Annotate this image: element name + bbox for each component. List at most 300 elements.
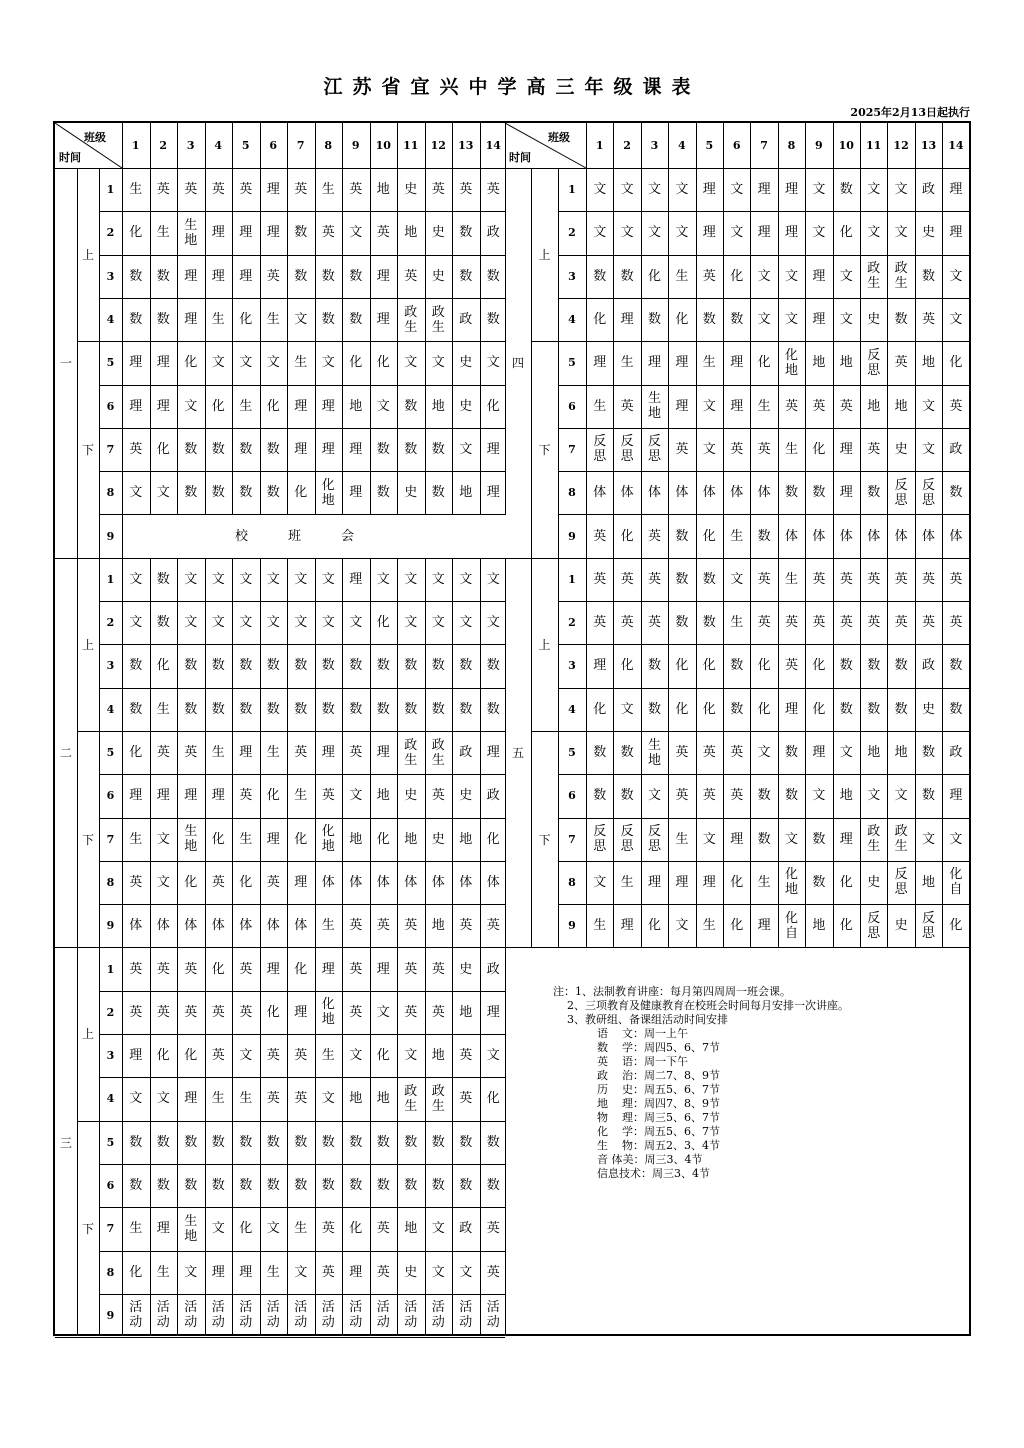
subject-cell (833, 428, 860, 471)
subject-cell (122, 255, 150, 298)
subject-cell (370, 1294, 398, 1337)
cell-text: 数 (239, 658, 253, 674)
cell-text: 英 (404, 918, 418, 934)
cell-text: 文 (459, 615, 473, 631)
cell-text: 化 (294, 831, 308, 847)
subject-cell (122, 298, 150, 341)
cell-text: 英 (431, 182, 445, 198)
cell-text: 数 (129, 268, 143, 284)
cell-text: 文 (404, 355, 418, 371)
cell-text: 文 (675, 225, 689, 241)
subject-cell (232, 947, 260, 990)
cell-text: 生 (129, 1221, 143, 1237)
subject-cell (315, 861, 343, 904)
cell-text: 史 (431, 268, 445, 284)
header-class-number: 4 (678, 139, 686, 152)
subject-cell (232, 298, 260, 341)
subject-cell (205, 861, 233, 904)
cell-text: 体 (949, 528, 963, 544)
cell-text: 数 (593, 745, 607, 761)
subject-cell (613, 428, 640, 471)
grid-line (55, 1337, 505, 1338)
cell-text: 英 (266, 1048, 280, 1064)
cell-text: 文 (784, 312, 798, 328)
cell-text: 数 (294, 658, 308, 674)
cell-text: 地 (812, 918, 826, 934)
cell-text: 英 (757, 615, 771, 631)
cell-text: 理 (593, 355, 607, 371)
cell-text: 英 (349, 745, 363, 761)
cell-text: 政 (459, 1221, 473, 1237)
period-number: 3 (568, 269, 576, 283)
cell-text: 理 (321, 441, 335, 457)
subject-cell (397, 818, 425, 861)
session-afternoon-label: 下 (81, 442, 94, 457)
cell-text: 生地 (647, 737, 661, 768)
subject-cell (833, 514, 860, 557)
subject-cell (641, 211, 668, 254)
subject-cell (613, 601, 640, 644)
subject-cell (150, 558, 178, 601)
cell-text: 理 (949, 182, 963, 198)
header-class-number: 3 (186, 139, 195, 152)
subject-cell (805, 514, 832, 557)
subject-cell (586, 341, 613, 384)
subject-cell (232, 904, 260, 947)
header-class-number: 14 (948, 139, 964, 152)
subject-cell (315, 1207, 343, 1250)
cell-text: 文 (294, 571, 308, 587)
header-class-number: 4 (214, 139, 223, 152)
cell-text: 文 (894, 788, 908, 804)
subject-cell (613, 558, 640, 601)
cell-text: 生 (593, 398, 607, 414)
subject-cell (452, 1164, 480, 1207)
cell-text: 数 (647, 312, 661, 328)
subject-cell (122, 1034, 150, 1077)
cell-text: 英 (129, 1004, 143, 1020)
cell-text: 理 (321, 745, 335, 761)
cell-text: 理 (129, 355, 143, 371)
day-label: 三 (59, 1135, 72, 1150)
cell-text: 英 (949, 571, 963, 587)
subject-cell (370, 211, 398, 254)
subject-cell (287, 385, 315, 428)
subject-cell (778, 861, 805, 904)
cell-text: 文 (266, 615, 280, 631)
header-time-label: 时间 (509, 151, 531, 164)
subject-cell (887, 558, 914, 601)
subject-cell (723, 255, 750, 298)
subject-cell (805, 341, 832, 384)
cell-text: 地 (459, 485, 473, 501)
subject-cell (833, 601, 860, 644)
subject-cell (150, 774, 178, 817)
subject-cell (177, 255, 205, 298)
subject-cell (122, 428, 150, 471)
cell-text: 文 (239, 571, 253, 587)
cell-text: 数 (376, 658, 390, 674)
subject-cell (915, 428, 942, 471)
cell-text: 数 (431, 485, 445, 501)
subject-cell (480, 255, 508, 298)
cell-text: 化 (839, 918, 853, 934)
cell-text: 文 (620, 701, 634, 717)
subject-cell (260, 1294, 288, 1337)
cell-text: 英 (321, 225, 335, 241)
cell-text: 数 (867, 485, 881, 501)
subject-cell (177, 471, 205, 514)
cell-text: 文 (949, 312, 963, 328)
subject-cell (232, 601, 260, 644)
cell-text: 数 (294, 268, 308, 284)
subject-cell (860, 644, 887, 687)
cell-text: 生 (294, 788, 308, 804)
subject-cell (232, 558, 260, 601)
cell-text: 史 (404, 1264, 418, 1280)
cell-text: 数 (184, 1134, 198, 1150)
cell-text: 英 (949, 398, 963, 414)
cell-text: 化 (620, 658, 634, 674)
cell-text: 化 (376, 355, 390, 371)
subject-cell (287, 861, 315, 904)
cell-text: 数 (757, 528, 771, 544)
cell-text: 化 (620, 528, 634, 544)
subject-cell (887, 341, 914, 384)
cell-text: 英 (702, 745, 716, 761)
cell-text: 化 (593, 312, 607, 328)
subject-cell (232, 731, 260, 774)
subject-cell (723, 818, 750, 861)
subject-cell (260, 298, 288, 341)
subject-cell (668, 255, 695, 298)
subject-cell (342, 688, 370, 731)
cell-text: 文 (730, 571, 744, 587)
subject-cell (150, 601, 178, 644)
cell-text: 英 (620, 398, 634, 414)
cell-text: 数 (239, 1134, 253, 1150)
subject-cell (177, 558, 205, 601)
cell-text: 理 (730, 398, 744, 414)
subject-cell (370, 861, 398, 904)
cell-text: 英 (757, 571, 771, 587)
cell-text: 化地 (321, 824, 335, 855)
subject-cell (942, 774, 969, 817)
cell-text: 英 (239, 1004, 253, 1020)
note-line: 生 物：周五2、3、4节 (597, 1139, 720, 1152)
subject-cell (370, 601, 398, 644)
cell-text: 政 (949, 441, 963, 457)
subject-cell (315, 558, 343, 601)
period-number: 1 (568, 183, 576, 197)
subject-cell (887, 774, 914, 817)
subject-cell (668, 904, 695, 947)
period-number: 9 (106, 529, 115, 543)
subject-cell (668, 601, 695, 644)
cell-text: 英 (376, 1221, 390, 1237)
cell-text: 英 (321, 788, 335, 804)
cell-text: 生 (702, 355, 716, 371)
cell-text: 化 (757, 701, 771, 717)
cell-text: 政生 (404, 737, 418, 768)
cell-text: 英 (459, 1091, 473, 1107)
subject-cell (122, 1077, 150, 1120)
cell-text: 文 (129, 485, 143, 501)
cell-text: 地 (459, 1004, 473, 1020)
cell-text: 理 (702, 225, 716, 241)
subject-cell (860, 471, 887, 514)
cell-text: 反思 (620, 824, 634, 855)
cell-text: 体 (321, 874, 335, 890)
subject-cell (942, 601, 969, 644)
cell-text: 英 (812, 571, 826, 587)
cell-text: 理 (294, 874, 308, 890)
subject-cell (833, 818, 860, 861)
cell-text: 英 (486, 182, 500, 198)
cell-text: 数 (593, 788, 607, 804)
cell-text: 文 (486, 615, 500, 631)
period-number: 8 (106, 875, 115, 889)
subject-cell (696, 168, 723, 211)
cell-text: 文 (321, 571, 335, 587)
cell-text: 地 (431, 918, 445, 934)
cell-text: 地 (376, 1091, 390, 1107)
cell-text: 英 (211, 182, 225, 198)
subject-cell (833, 168, 860, 211)
subject-cell (805, 731, 832, 774)
subject-cell (887, 385, 914, 428)
cell-text: 数 (294, 225, 308, 241)
cell-text: 体 (647, 485, 661, 501)
cell-text: 数 (211, 701, 225, 717)
subject-cell (613, 861, 640, 904)
subject-cell (860, 861, 887, 904)
subject-cell (287, 904, 315, 947)
subject-cell (425, 1034, 453, 1077)
subject-cell (778, 904, 805, 947)
subject-cell (397, 688, 425, 731)
cell-text: 理 (376, 961, 390, 977)
subject-cell (668, 514, 695, 557)
cell-text: 数 (266, 1134, 280, 1150)
subject-cell (613, 168, 640, 211)
subject-cell (641, 514, 668, 557)
cell-text: 政生 (431, 304, 445, 335)
subject-cell (641, 601, 668, 644)
subject-cell (150, 818, 178, 861)
cell-text: 理 (486, 485, 500, 501)
subject-cell (723, 298, 750, 341)
subject-cell (150, 1164, 178, 1207)
subject-cell (342, 601, 370, 644)
cell-text: 数 (459, 658, 473, 674)
cell-text: 数 (294, 1134, 308, 1150)
period-number: 6 (568, 399, 576, 413)
subject-cell (150, 471, 178, 514)
cell-text: 政生 (431, 1083, 445, 1114)
subject-cell (397, 168, 425, 211)
cell-text: 理 (294, 441, 308, 457)
cell-text: 生 (211, 745, 225, 761)
subject-cell (833, 644, 860, 687)
header-class-label: 班级 (548, 131, 570, 144)
cell-text: 文 (812, 182, 826, 198)
subject-cell (177, 991, 205, 1034)
subject-cell (177, 601, 205, 644)
cell-text: 英 (647, 528, 661, 544)
subject-cell (177, 1077, 205, 1120)
subject-cell (723, 774, 750, 817)
subject-cell (641, 731, 668, 774)
subject-cell (232, 471, 260, 514)
subject-cell (833, 904, 860, 947)
cell-text: 数 (211, 485, 225, 501)
subject-cell (397, 991, 425, 1034)
subject-cell (942, 341, 969, 384)
subject-cell (370, 168, 398, 211)
cell-text: 化 (376, 1048, 390, 1064)
subject-cell (177, 428, 205, 471)
cell-text: 数 (184, 485, 198, 501)
subject-cell (887, 255, 914, 298)
subject-cell (260, 341, 288, 384)
subject-cell (480, 601, 508, 644)
subject-cell (586, 644, 613, 687)
cell-text: 数 (266, 1178, 280, 1194)
subject-cell (696, 688, 723, 731)
subject-cell (942, 514, 969, 557)
period-number: 6 (106, 399, 115, 413)
cell-text: 化 (675, 312, 689, 328)
cell-text: 文 (459, 1264, 473, 1280)
cell-text: 理 (294, 1004, 308, 1020)
cell-text: 理 (486, 441, 500, 457)
cell-text: 英 (894, 355, 908, 371)
subject-cell (723, 601, 750, 644)
subject-cell (205, 255, 233, 298)
subject-cell (942, 558, 969, 601)
subject-cell (586, 731, 613, 774)
subject-cell (668, 731, 695, 774)
subject-cell (150, 947, 178, 990)
subject-cell (452, 1121, 480, 1164)
cell-text: 英 (184, 961, 198, 977)
header-class-number: 3 (650, 139, 659, 152)
subject-cell (260, 601, 288, 644)
cell-text: 数 (486, 658, 500, 674)
subject-cell (205, 1251, 233, 1294)
cell-text: 文 (266, 1221, 280, 1237)
cell-text: 数 (404, 441, 418, 457)
subject-cell (586, 688, 613, 731)
subject-cell (287, 1294, 315, 1337)
subject-cell (287, 1207, 315, 1250)
subject-cell (778, 471, 805, 514)
cell-text: 数 (156, 571, 170, 587)
subject-cell (778, 211, 805, 254)
period-number: 8 (106, 1265, 115, 1279)
subject-cell (397, 385, 425, 428)
subject-cell (177, 1034, 205, 1077)
note-line: 历 史：周五5、6、7节 (597, 1083, 720, 1096)
cell-text: 化 (730, 874, 744, 890)
subject-cell (586, 385, 613, 428)
subject-cell (260, 991, 288, 1034)
subject-cell (287, 1034, 315, 1077)
subject-cell (205, 1164, 233, 1207)
cell-text: 英 (647, 615, 661, 631)
cell-text: 地 (839, 355, 853, 371)
cell-text: 理 (184, 1091, 198, 1107)
session-morning-label: 上 (81, 1027, 94, 1042)
subject-cell (805, 471, 832, 514)
subject-cell (452, 601, 480, 644)
header-class-number: 7 (760, 139, 768, 152)
subject-cell (177, 1164, 205, 1207)
subject-cell (668, 341, 695, 384)
cell-text: 生 (266, 312, 280, 328)
day-label: 二 (59, 746, 72, 761)
subject-cell (287, 818, 315, 861)
cell-text: 化 (486, 398, 500, 414)
subject-cell (942, 168, 969, 211)
cell-text: 文 (211, 355, 225, 371)
cell-text: 数 (730, 658, 744, 674)
subject-cell (833, 341, 860, 384)
subject-cell (122, 1251, 150, 1294)
subject-cell (232, 861, 260, 904)
subject-cell (342, 385, 370, 428)
cell-text: 化 (184, 1048, 198, 1064)
subject-cell (232, 1294, 260, 1337)
effective-date: 2025年2月13日起执行 (850, 106, 970, 119)
cell-text: 文 (702, 441, 716, 457)
subject-cell (342, 731, 370, 774)
subject-cell (150, 861, 178, 904)
note-line: 地 理：周四7、8、9节 (597, 1097, 720, 1110)
subject-cell (641, 688, 668, 731)
cell-text: 理 (349, 1264, 363, 1280)
subject-cell (397, 298, 425, 341)
subject-cell (723, 341, 750, 384)
cell-text: 英 (404, 1004, 418, 1020)
cell-text: 化 (349, 1221, 363, 1237)
subject-cell (942, 688, 969, 731)
subject-cell (177, 818, 205, 861)
subject-cell (177, 385, 205, 428)
cell-text: 活动 (486, 1300, 500, 1331)
subject-cell (370, 471, 398, 514)
cell-text: 生 (129, 831, 143, 847)
cell-text: 文 (593, 182, 607, 198)
cell-text: 化 (839, 874, 853, 890)
cell-text: 理 (129, 1048, 143, 1064)
cell-text: 文 (129, 615, 143, 631)
cell-text: 化 (675, 658, 689, 674)
cell-text: 化 (949, 918, 963, 934)
subject-cell (696, 601, 723, 644)
session-afternoon-label: 下 (538, 832, 551, 847)
cell-text: 文 (784, 831, 798, 847)
cell-text: 化地 (321, 477, 335, 508)
cell-text: 数 (757, 788, 771, 804)
subject-cell (915, 298, 942, 341)
cell-text: 数 (321, 268, 335, 284)
subject-cell (150, 1034, 178, 1077)
subject-cell (287, 1164, 315, 1207)
subject-cell (177, 904, 205, 947)
subject-cell (696, 644, 723, 687)
